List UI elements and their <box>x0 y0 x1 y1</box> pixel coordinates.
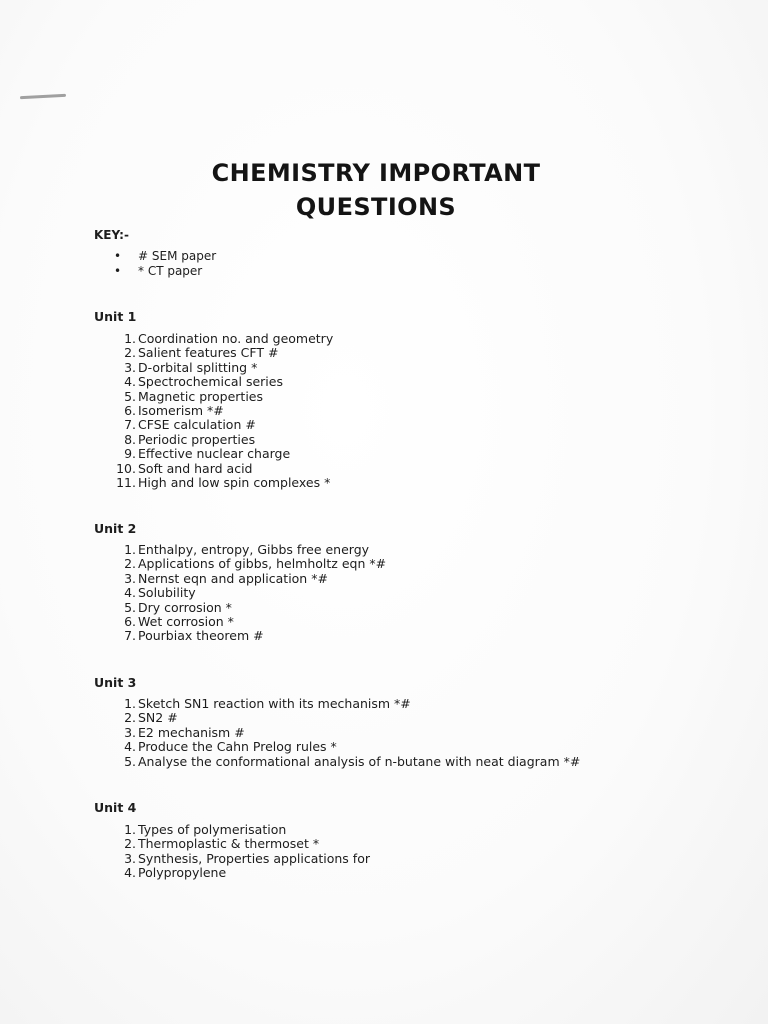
list-item <box>112 447 333 461</box>
item-text: Dry corrosion * <box>138 599 232 615</box>
unit-1-heading: Unit 1 <box>94 309 137 324</box>
item-text: Analyse the conformational analysis of n-butane with neat diagram *# <box>138 753 581 769</box>
item-number: 5. <box>124 599 136 615</box>
list-item <box>112 433 333 447</box>
list-item <box>112 601 386 615</box>
list-item <box>112 332 333 346</box>
item-number: 7. <box>124 417 136 433</box>
title-line-1: CHEMISTRY IMPORTANT <box>211 159 541 187</box>
item-number: 10. <box>116 460 136 476</box>
item-text: Soft and hard acid <box>138 460 253 476</box>
item-number: 4. <box>124 739 136 755</box>
item-text: Effective nuclear charge <box>138 446 291 462</box>
item-text: SN2 # <box>138 710 178 726</box>
list-item <box>112 404 333 418</box>
item-number: 2. <box>124 710 136 726</box>
item-text: Synthesis, Properties applications for <box>138 850 370 866</box>
unit-1-questions <box>112 332 333 490</box>
item-text: Salient features CFT # <box>138 345 279 361</box>
list-item <box>112 375 333 389</box>
item-text: Nernst eqn and application *# <box>138 570 328 586</box>
key-list <box>114 249 216 279</box>
list-item <box>112 629 386 643</box>
item-number: 9. <box>124 446 136 462</box>
item-text: Applications of gibbs, helmholtz eqn *# <box>138 556 387 572</box>
list-item <box>112 346 333 360</box>
list-item <box>112 726 580 740</box>
item-text: Isomerism *# <box>138 403 224 419</box>
list-item <box>112 462 333 476</box>
item-text: D-orbital splitting * <box>138 359 258 375</box>
item-text: Types of polymerisation <box>138 822 287 837</box>
item-number: 3. <box>124 850 136 866</box>
item-number: 11. <box>116 475 136 491</box>
list-item <box>112 557 386 571</box>
item-text: Periodic properties <box>138 431 256 447</box>
item-text: Solubility <box>138 585 196 601</box>
list-item <box>112 418 333 432</box>
unit-3-heading: Unit 3 <box>94 675 137 690</box>
item-number: 2. <box>124 836 136 852</box>
list-item <box>112 740 580 754</box>
page-title <box>0 156 752 224</box>
title-line-2: QUESTIONS <box>295 193 457 221</box>
list-item <box>112 711 580 725</box>
item-number: 4. <box>124 585 136 601</box>
unit-4-heading: Unit 4 <box>94 800 137 815</box>
item-number: 8. <box>124 431 136 447</box>
item-number: 3. <box>124 570 136 586</box>
unit-2-heading: Unit 2 <box>94 521 137 536</box>
item-number: 1. <box>124 331 136 346</box>
item-number: 3. <box>124 724 136 740</box>
item-text: Polypropylene <box>138 865 227 881</box>
item-number: 6. <box>124 403 136 419</box>
item-number: 3. <box>124 359 136 375</box>
item-number: 2. <box>124 345 136 361</box>
list-item <box>112 697 580 711</box>
list-item <box>112 755 580 769</box>
item-text: Produce the Cahn Prelog rules * <box>138 739 337 755</box>
item-text: E2 mechanism # <box>138 724 245 740</box>
list-item <box>112 390 333 404</box>
item-text: Magnetic properties <box>138 388 263 404</box>
list-item <box>112 866 370 880</box>
list-item <box>112 361 333 375</box>
unit-4-questions <box>112 823 370 881</box>
item-number: 1. <box>124 542 136 557</box>
list-item <box>112 837 370 851</box>
item-number: 5. <box>124 753 136 769</box>
item-text: Sketch SN1 reaction with its mechanism *# <box>138 696 411 711</box>
item-number: 2. <box>124 556 136 572</box>
item-text: Wet corrosion * <box>138 614 234 630</box>
item-text: Enthalpy, entropy, Gibbs free energy <box>138 542 370 557</box>
list-item <box>112 852 370 866</box>
pen-mark <box>20 94 66 99</box>
item-number: 4. <box>124 865 136 881</box>
item-number: 5. <box>124 388 136 404</box>
list-item <box>112 823 370 837</box>
item-text: Thermoplastic & thermoset * <box>138 836 320 852</box>
list-item <box>112 543 386 557</box>
list-item <box>112 586 386 600</box>
item-text: CFSE calculation # <box>138 417 256 433</box>
item-number: 4. <box>124 374 136 390</box>
item-number: 1. <box>124 696 136 711</box>
list-item <box>112 572 386 586</box>
item-number: 6. <box>124 614 136 630</box>
list-item <box>112 476 333 490</box>
item-text: High and low spin complexes * <box>138 475 331 491</box>
item-text: Pourbiax theorem # <box>138 628 264 644</box>
item-text: Coordination no. and geometry <box>138 331 334 346</box>
item-number: 1. <box>124 822 136 837</box>
item-number: 7. <box>124 628 136 644</box>
key-label: KEY:- <box>94 228 129 242</box>
list-item <box>112 615 386 629</box>
item-text: Spectrochemical series <box>138 374 283 390</box>
unit-3-questions <box>112 697 580 769</box>
unit-2-questions <box>112 543 386 644</box>
key-item-sem: • # SEM paper <box>114 249 216 264</box>
key-item-ct: • * CT paper <box>114 264 216 279</box>
